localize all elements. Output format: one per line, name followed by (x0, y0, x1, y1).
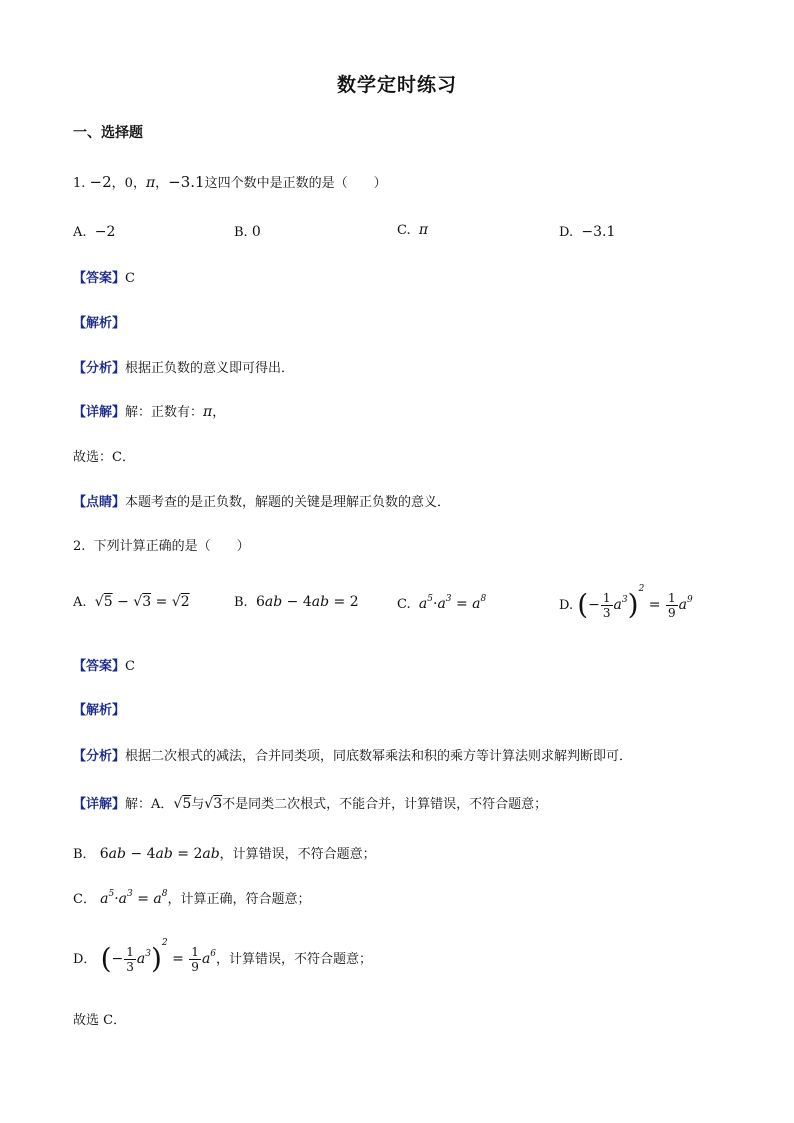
q1-guxuan: 故选：C． (73, 450, 135, 465)
q1-n2: π (145, 175, 156, 191)
q2-line-b: B． 6ab − 4ab = 2ab，计算错误，不符合题意； (73, 846, 376, 862)
q2-xiangjie: 【详解】解：A．√5与√3不是同类二次根式，不能合并，计算错误，不符合题意； (73, 796, 548, 812)
section-heading: 一、选择题 (73, 125, 143, 141)
q2-line-d: D． (− $\frac{1}{3}$ $a^3)^2$ = $\frac{1}{9}$ $a^6$，计算错误，不符合题意； (73, 938, 373, 975)
q1-number: 1. (73, 176, 86, 191)
q2-line-c: C． $a^5\cdot a^3 = a^8$，计算正确，符合题意； (73, 889, 311, 907)
q2-stem: 2. 下列计算正确的是（ ） (73, 539, 250, 554)
q1-stem (73, 172, 387, 191)
q1-stem-text: 这四个数中是正数的是（ ） (204, 176, 387, 191)
q2-option-a: A. √5 − √3 = √2 (73, 594, 190, 610)
q2-option-c: C. $a^5\cdot a^3 = a^8$ (397, 594, 487, 612)
q1-n3: −3.1 (168, 173, 205, 191)
q2-analysis-tag: 【解析】 (73, 703, 126, 718)
q1-option-b: B. 0 (234, 224, 261, 240)
q1-dianjing: 【点睛】本题考查的是正负数，解题的关键是理解正负数的意义． (73, 495, 451, 510)
q1-sep2: ， (155, 176, 169, 191)
q1-sep1: ，0， (111, 176, 146, 191)
q1-analysis-tag: 【解析】 (73, 316, 126, 331)
q1-answer: 【答案】C (73, 271, 135, 286)
q1-option-a: A. −2 (73, 224, 116, 240)
q1-n1: −2 (89, 173, 112, 191)
q2-guxuan: 故选 C． (73, 1013, 127, 1028)
q1-fenxi: 【分析】根据正负数的意义即可得出． (73, 361, 295, 376)
page-title: 数学定时练习 (336, 74, 457, 96)
q1-xiangjie: 【详解】解：正数有：π， (73, 404, 226, 420)
q2-fenxi: 【分析】根据二次根式的减法，合并同类项，同底数幂乘法和积的乘方等计算法则求解判断即可． (73, 749, 633, 764)
q2-option-d: D. (− $\frac{1}{3}$ $a^3)^2$ = $\frac{1}{9}$ $a^9$ (559, 584, 693, 621)
q1-option-d: D. −3.1 (559, 224, 616, 240)
q2-option-b: B. 6ab − 4ab = 2 (234, 594, 359, 610)
q2-answer: 【答案】C (73, 659, 135, 674)
q1-option-c: C. π (397, 222, 429, 238)
